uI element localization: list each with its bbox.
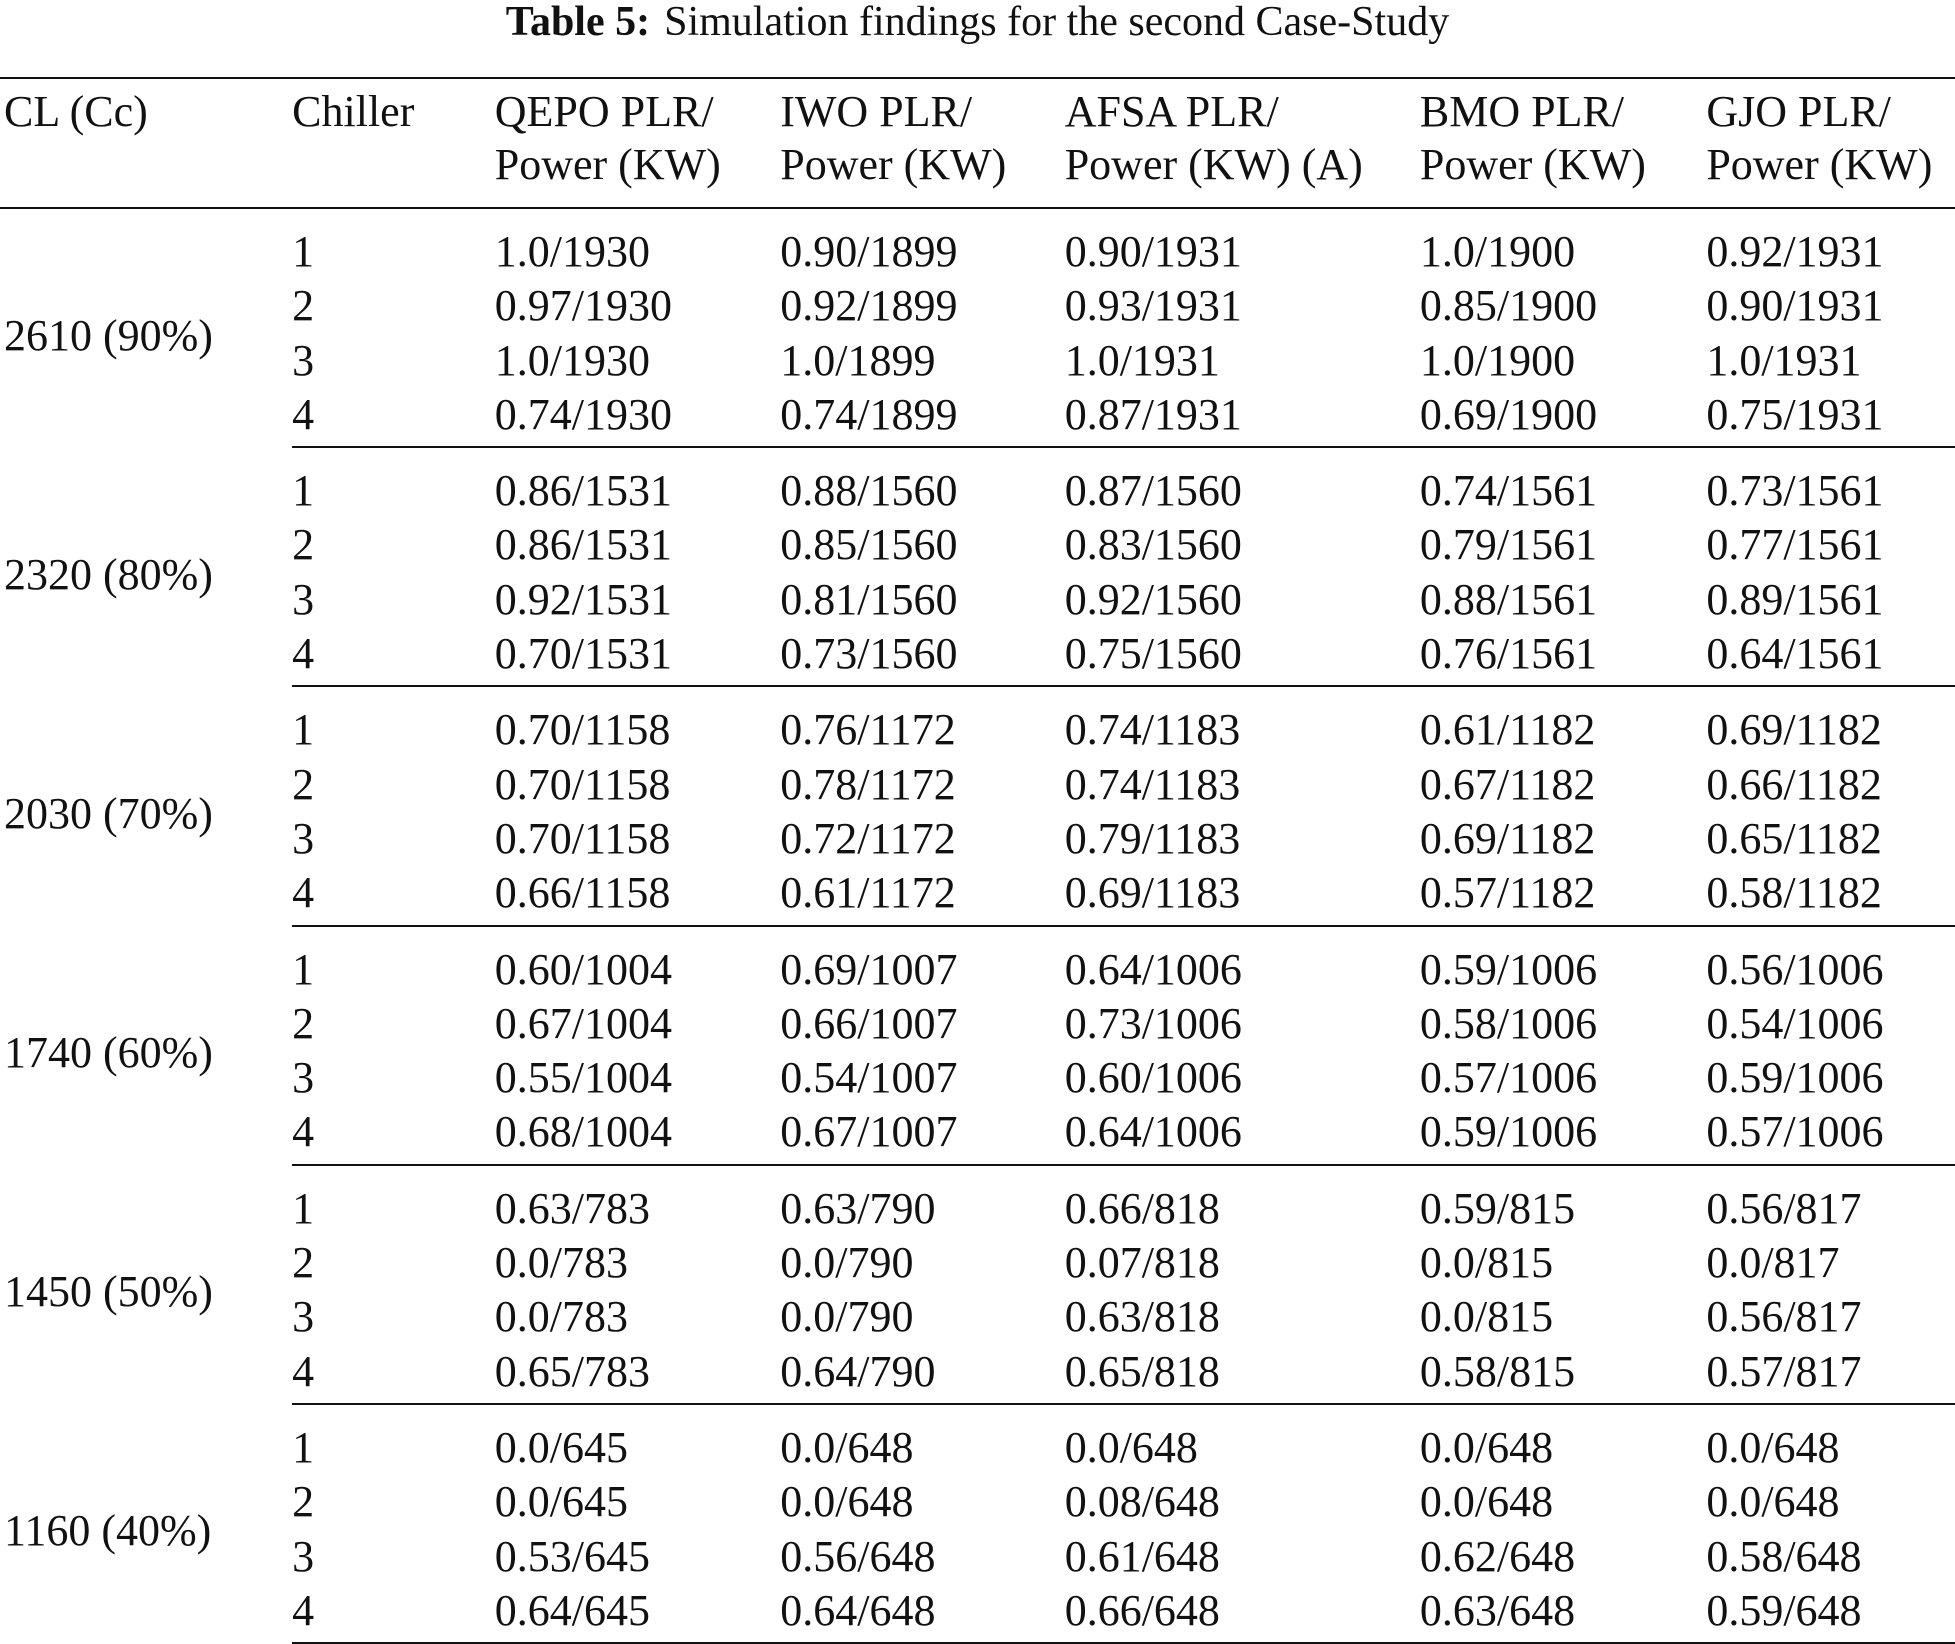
cooling-load-cell: 2030 (70%): [4, 788, 213, 838]
header-gjo-line2: Power (KW): [1706, 140, 1933, 189]
bmo-value-cell: 1.0/1900: [1419, 227, 1576, 276]
gjo-value-cell: 0.0/817: [1706, 1238, 1840, 1288]
results-table: [0, 77, 1955, 1644]
header-chiller: Chiller: [292, 78, 495, 208]
bmo-value-cell: 0.58/1006: [1419, 998, 1598, 1048]
afsa-value-cell: 0.65/818: [1065, 1345, 1420, 1404]
chiller-number-cell: 4: [292, 388, 495, 447]
header-gjo: [1706, 78, 1955, 208]
header-iwo-line2: Power (KW): [780, 140, 1007, 189]
qepo-value-cell: 0.66/1158: [495, 866, 780, 925]
iwo-value-cell: 0.72/1172: [780, 813, 956, 863]
afsa-value-cell: 0.07/818: [1064, 1238, 1220, 1288]
gjo-value-cell: 0.56/817: [1706, 1183, 1862, 1233]
gjo-value-cell: 0.0/648: [1706, 1477, 1840, 1527]
iwo-value-cell: 0.54/1007: [780, 1053, 958, 1103]
afsa-value-cell: 0.60/1006: [1064, 1053, 1242, 1103]
table-row: [0, 812, 1955, 866]
gjo-value-cell: 0.59/648: [1706, 1584, 1955, 1643]
afsa-value-cell: 0.93/1931: [1064, 281, 1242, 331]
iwo-value-cell: 0.88/1560: [780, 466, 958, 516]
qepo-value-cell: 0.92/1531: [494, 574, 672, 624]
iwo-value-cell: 0.61/1172: [780, 866, 1064, 925]
chiller-number-cell: 4: [292, 1105, 495, 1164]
qepo-value-cell: 1.0/1930: [494, 335, 650, 385]
qepo-value-cell: 0.0/783: [494, 1292, 628, 1342]
qepo-value-cell: 0.0/645: [494, 1422, 628, 1472]
iwo-value-cell: 1.0/1899: [780, 335, 936, 385]
bmo-value-cell: 0.57/1006: [1419, 1053, 1598, 1103]
header-bmo-line2: Power (KW): [1419, 140, 1646, 189]
header-afsa-line1: AFSA PLR/: [1064, 87, 1279, 136]
qepo-value-cell: 0.70/1158: [494, 759, 671, 809]
table-caption: [0, 0, 1955, 44]
cooling-load-cell: 2320 (80%): [4, 549, 213, 599]
chiller-number-cell: 4: [292, 1345, 495, 1404]
table-row: [0, 997, 1955, 1051]
header-bmo-line1: BMO PLR/: [1419, 87, 1625, 136]
qepo-value-cell: 1.0/1930: [494, 227, 650, 276]
bmo-value-cell: 0.0/648: [1419, 1477, 1554, 1527]
header-afsa: [1065, 78, 1420, 208]
header-qepo-line2: Power (KW): [494, 140, 721, 189]
chiller-number-cell: 1: [292, 466, 315, 516]
gjo-value-cell: 0.58/1182: [1706, 866, 1955, 925]
afsa-value-cell: 0.74/1183: [1064, 759, 1241, 809]
afsa-value-cell: 0.87/1931: [1065, 388, 1420, 447]
iwo-value-cell: 0.56/648: [780, 1531, 936, 1581]
cooling-load-cell: 2610 (90%): [4, 310, 213, 360]
header-qepo: [495, 78, 780, 208]
bmo-value-cell: 0.69/1900: [1420, 388, 1706, 447]
cooling-load-cell: 1450 (50%): [4, 1267, 213, 1317]
iwo-value-cell: 0.90/1899: [780, 227, 958, 276]
afsa-value-cell: 0.75/1560: [1065, 627, 1420, 686]
iwo-value-cell: 0.64/790: [780, 1345, 1064, 1404]
qepo-value-cell: 0.97/1930: [494, 281, 672, 331]
header-row: [0, 78, 1955, 208]
gjo-value-cell: 1.0/1931: [1706, 335, 1862, 385]
bmo-value-cell: 0.76/1561: [1420, 627, 1706, 686]
gjo-value-cell: 0.66/1182: [1706, 759, 1882, 809]
gjo-value-cell: 0.57/1006: [1706, 1105, 1955, 1164]
qepo-value-cell: 0.60/1004: [494, 944, 672, 994]
chiller-number-cell: 1: [292, 1422, 315, 1472]
table-row: [0, 1584, 1955, 1643]
chiller-number-cell: 3: [292, 335, 315, 385]
table-row: [0, 334, 1955, 388]
table-row: [0, 866, 1955, 925]
afsa-value-cell: 0.69/1183: [1065, 866, 1420, 925]
iwo-value-cell: 0.0/648: [780, 1477, 914, 1527]
gjo-value-cell: 0.57/817: [1706, 1345, 1955, 1404]
iwo-value-cell: 0.69/1007: [780, 944, 958, 994]
header-iwo: [780, 78, 1064, 208]
afsa-value-cell: 0.74/1183: [1064, 705, 1241, 755]
table-row: [0, 686, 1955, 757]
gjo-value-cell: 0.59/1006: [1706, 1053, 1884, 1103]
afsa-value-cell: 0.79/1183: [1064, 813, 1241, 863]
chiller-number-cell: 4: [292, 627, 495, 686]
header-afsa-line2: Power (KW) (A): [1064, 140, 1363, 189]
chiller-number-cell: 3: [292, 1531, 315, 1581]
qepo-value-cell: 0.55/1004: [494, 1053, 672, 1103]
qepo-value-cell: 0.86/1531: [494, 520, 672, 570]
bmo-value-cell: 0.0/648: [1419, 1422, 1554, 1472]
chiller-number-cell: 1: [292, 944, 315, 994]
bmo-value-cell: 0.59/1006: [1420, 1105, 1706, 1164]
gjo-value-cell: 0.65/1182: [1706, 813, 1882, 863]
chiller-number-cell: 3: [292, 1053, 315, 1103]
table-row: [0, 573, 1955, 627]
afsa-value-cell: 1.0/1931: [1064, 335, 1220, 385]
gjo-value-cell: 0.90/1931: [1706, 281, 1884, 331]
qepo-value-cell: 0.63/783: [494, 1183, 650, 1233]
bmo-value-cell: 0.0/815: [1419, 1292, 1554, 1342]
bmo-value-cell: 0.59/815: [1419, 1183, 1576, 1233]
chiller-number-cell: 4: [292, 866, 495, 925]
iwo-value-cell: 0.81/1560: [780, 574, 958, 624]
bmo-value-cell: 0.67/1182: [1419, 759, 1596, 809]
table-row: [0, 627, 1955, 686]
gjo-value-cell: 0.73/1561: [1706, 466, 1884, 516]
table-caption-text: Simulation findings for the second Case-Study: [664, 0, 1450, 45]
iwo-value-cell: 0.66/1007: [780, 998, 958, 1048]
qepo-value-cell: 0.70/1158: [494, 705, 671, 755]
gjo-value-cell: 0.92/1931: [1706, 227, 1884, 276]
table-row: [0, 1404, 1955, 1475]
qepo-value-cell: 0.53/645: [494, 1531, 650, 1581]
iwo-value-cell: 0.76/1172: [780, 705, 956, 755]
chiller-number-cell: 2: [292, 281, 315, 331]
iwo-value-cell: 0.0/790: [780, 1238, 914, 1288]
afsa-value-cell: 0.64/1006: [1064, 944, 1242, 994]
table-row: [0, 1105, 1955, 1164]
afsa-value-cell: 0.66/818: [1064, 1183, 1220, 1233]
header-gjo-line1: GJO PLR/: [1706, 87, 1891, 136]
header-bmo: [1420, 78, 1706, 208]
table-caption-label: Table 5:: [505, 0, 651, 45]
bmo-value-cell: 0.85/1900: [1419, 281, 1598, 331]
bmo-value-cell: 0.79/1561: [1419, 520, 1598, 570]
bmo-value-cell: 0.63/648: [1420, 1584, 1706, 1643]
table-row: [0, 447, 1955, 518]
chiller-number-cell: 1: [292, 227, 315, 276]
table-row: [0, 208, 1955, 279]
iwo-value-cell: 0.74/1899: [780, 388, 1064, 447]
chiller-number-cell: 4: [292, 1584, 495, 1643]
gjo-value-cell: 0.54/1006: [1706, 998, 1884, 1048]
table-row: [0, 926, 1955, 997]
header-iwo-line1: IWO PLR/: [780, 87, 973, 136]
table-row: [0, 1236, 1955, 1290]
iwo-value-cell: 0.0/648: [780, 1422, 914, 1472]
afsa-value-cell: 0.61/648: [1064, 1531, 1220, 1581]
qepo-value-cell: 0.64/645: [495, 1584, 780, 1643]
afsa-value-cell: 0.08/648: [1064, 1477, 1220, 1527]
cooling-load-cell: 1740 (60%): [4, 1028, 213, 1077]
chiller-number-cell: 3: [292, 574, 315, 624]
table-row: [0, 1051, 1955, 1105]
qepo-value-cell: 0.70/1531: [495, 627, 780, 686]
afsa-value-cell: 0.63/818: [1064, 1292, 1220, 1342]
gjo-value-cell: 0.75/1931: [1706, 388, 1955, 447]
gjo-value-cell: 0.56/817: [1706, 1292, 1862, 1342]
bmo-value-cell: 0.74/1561: [1419, 466, 1598, 516]
bmo-value-cell: 0.69/1182: [1419, 813, 1596, 863]
table-row: [0, 1345, 1955, 1404]
bmo-value-cell: 0.0/815: [1419, 1238, 1554, 1288]
qepo-value-cell: 0.65/783: [495, 1345, 780, 1404]
qepo-value-cell: 0.74/1930: [495, 388, 780, 447]
afsa-value-cell: 0.66/648: [1065, 1584, 1420, 1643]
gjo-value-cell: 0.77/1561: [1706, 520, 1884, 570]
bmo-value-cell: 0.58/815: [1420, 1345, 1706, 1404]
table-row: [0, 279, 1955, 333]
afsa-value-cell: 0.90/1931: [1064, 227, 1242, 276]
header-qepo-line1: QEPO PLR/: [494, 87, 714, 136]
table-row: [0, 758, 1955, 812]
iwo-value-cell: 0.92/1899: [780, 281, 958, 331]
gjo-value-cell: 0.58/648: [1706, 1531, 1862, 1581]
gjo-value-cell: 0.56/1006: [1706, 944, 1884, 994]
header-cl: CL (Cc): [0, 78, 292, 208]
table-header: [0, 78, 1955, 208]
afsa-value-cell: 0.73/1006: [1064, 998, 1242, 1048]
gjo-value-cell: 0.89/1561: [1706, 574, 1884, 624]
bmo-value-cell: 0.61/1182: [1419, 705, 1596, 755]
chiller-number-cell: 2: [292, 759, 315, 809]
chiller-number-cell: 3: [292, 813, 315, 863]
table-row: [0, 388, 1955, 447]
afsa-value-cell: 0.64/1006: [1065, 1105, 1420, 1164]
chiller-number-cell: 3: [292, 1292, 315, 1342]
table-body: [0, 208, 1955, 1643]
afsa-value-cell: 0.92/1560: [1064, 574, 1242, 624]
iwo-value-cell: 0.78/1172: [780, 759, 956, 809]
table-row: [0, 1475, 1955, 1529]
table-row: [0, 1530, 1955, 1584]
cooling-load-cell: 1160 (40%): [4, 1506, 212, 1556]
iwo-value-cell: 0.67/1007: [780, 1105, 1064, 1164]
afsa-value-cell: 0.83/1560: [1064, 520, 1242, 570]
qepo-value-cell: 0.68/1004: [495, 1105, 780, 1164]
bmo-value-cell: 0.57/1182: [1420, 866, 1706, 925]
chiller-number-cell: 2: [292, 1238, 315, 1288]
iwo-value-cell: 0.85/1560: [780, 520, 958, 570]
table-row: [0, 1165, 1955, 1236]
qepo-value-cell: 0.0/645: [494, 1477, 628, 1527]
iwo-value-cell: 0.0/790: [780, 1292, 914, 1342]
chiller-number-cell: 1: [292, 705, 315, 755]
afsa-value-cell: 0.0/648: [1064, 1422, 1198, 1472]
table-row: [0, 518, 1955, 572]
qepo-value-cell: 0.86/1531: [494, 466, 672, 516]
gjo-value-cell: 0.64/1561: [1706, 627, 1955, 686]
bmo-value-cell: 1.0/1900: [1419, 335, 1576, 385]
chiller-number-cell: 2: [292, 520, 315, 570]
chiller-number-cell: 1: [292, 1183, 315, 1233]
qepo-value-cell: 0.70/1158: [494, 813, 671, 863]
chiller-number-cell: 2: [292, 1477, 315, 1527]
afsa-value-cell: 0.87/1560: [1064, 466, 1242, 516]
bmo-value-cell: 0.59/1006: [1419, 944, 1598, 994]
qepo-value-cell: 0.67/1004: [494, 998, 672, 1048]
qepo-value-cell: 0.0/783: [494, 1238, 628, 1288]
iwo-value-cell: 0.63/790: [780, 1183, 936, 1233]
gjo-value-cell: 0.69/1182: [1706, 705, 1882, 755]
iwo-value-cell: 0.64/648: [780, 1584, 1064, 1643]
bmo-value-cell: 0.62/648: [1419, 1531, 1576, 1581]
bmo-value-cell: 0.88/1561: [1419, 574, 1598, 624]
iwo-value-cell: 0.73/1560: [780, 627, 1064, 686]
gjo-value-cell: 0.0/648: [1706, 1422, 1840, 1472]
table-row: [0, 1290, 1955, 1344]
chiller-number-cell: 2: [292, 998, 315, 1048]
